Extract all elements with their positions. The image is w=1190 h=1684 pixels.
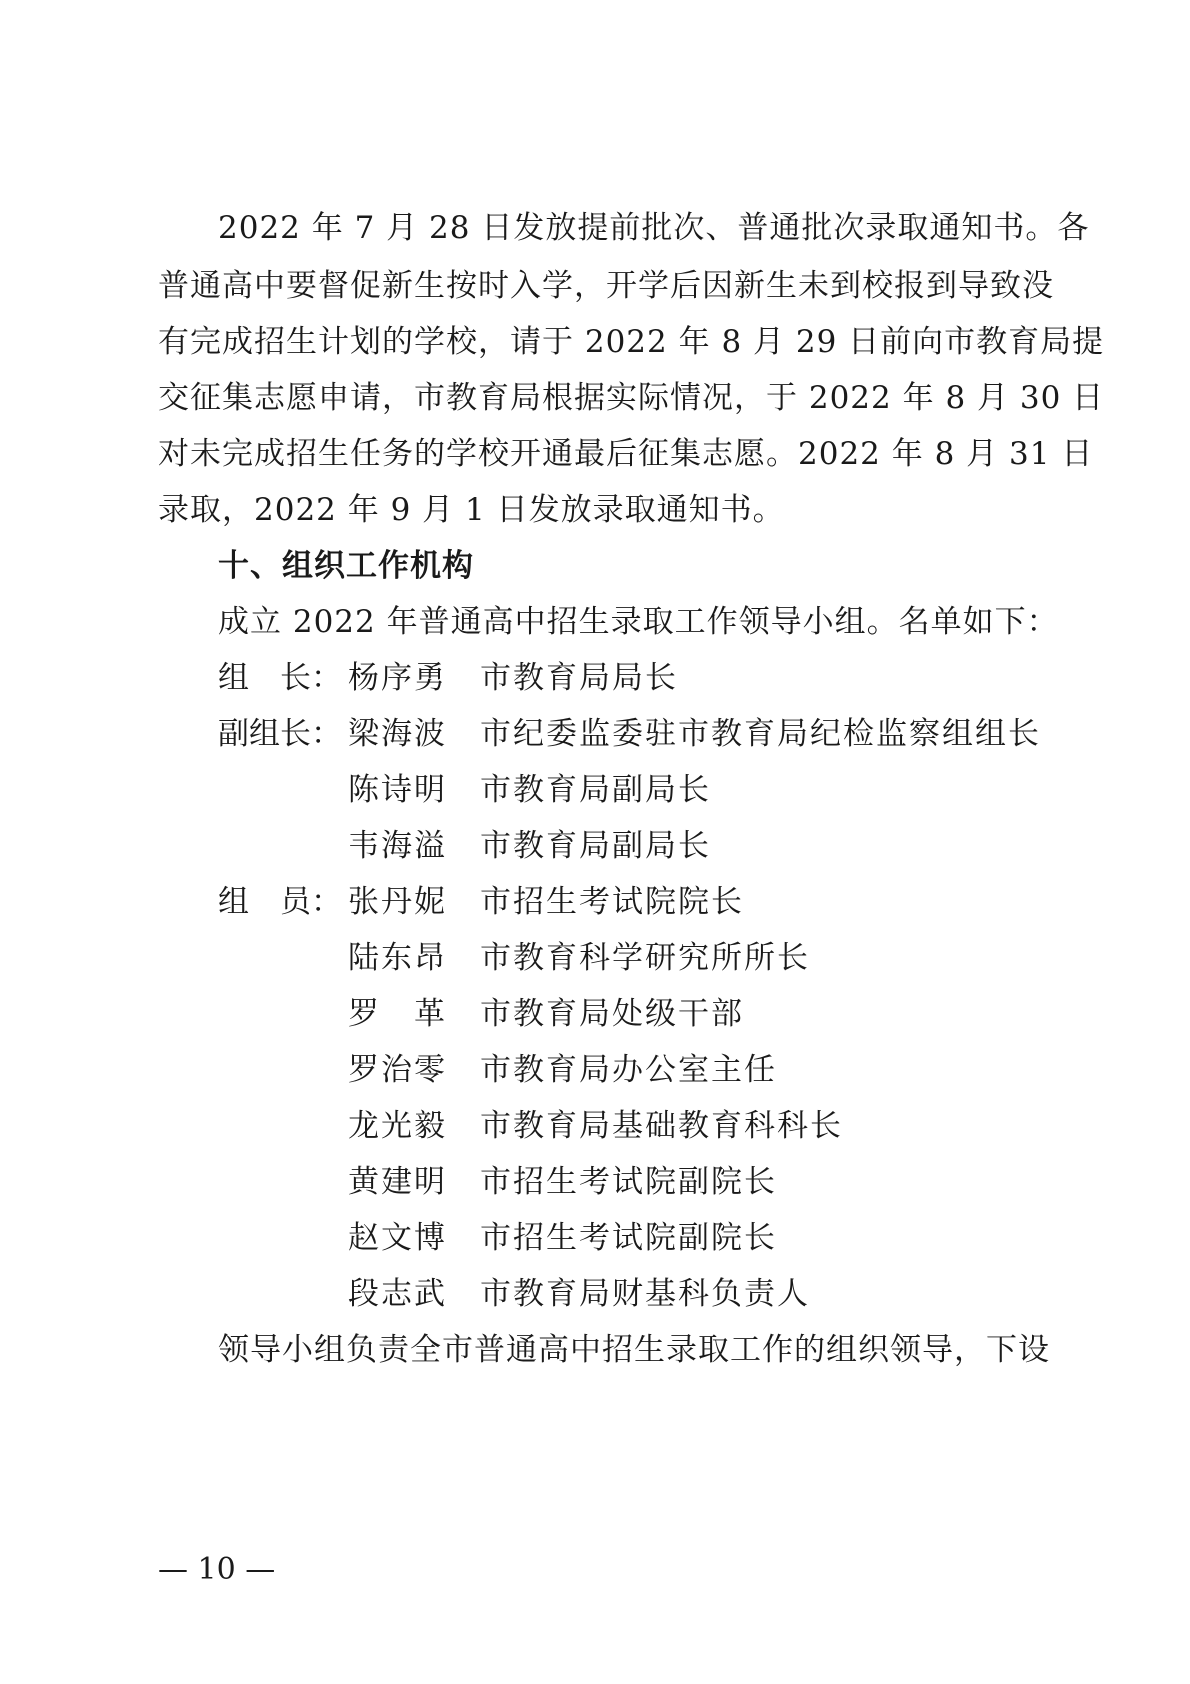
member-title: 市招生考试院副院长 [480,1220,777,1256]
member-title: 市招生考试院院长 [480,884,744,920]
paragraph-line: 普通高中要督促新生按时入学，开学后因新生未到校报到导致没 [158,268,1054,304]
paragraph-line: 2022 年 7 月 28 日发放提前批次、普通批次录取通知书。各 [218,210,1090,246]
member-role: 副组长： [218,716,342,752]
member-name: 罗治零 [348,1052,447,1088]
member-title: 市教育局局长 [480,660,678,696]
intro-text: 成立 2022 年普通高中招生录取工作领导小组。名单如下： [218,604,1059,640]
page-number: — 10 — [158,1552,276,1587]
section-heading: 十、组织工作机构 [218,548,474,584]
member-name: 赵文博 [348,1220,447,1256]
member-name: 龙光毅 [348,1108,447,1144]
member-name: 段志武 [348,1276,447,1312]
closing-text: 领导小组负责全市普通高中招生录取工作的组织领导，下设 [218,1332,1050,1368]
member-title: 市招生考试院副院长 [480,1164,777,1200]
member-name: 陈诗明 [348,772,447,808]
member-name: 杨序勇 [348,660,447,696]
member-title: 市纪委监委驻市教育局纪检监察组组长 [480,716,1041,752]
member-role: 组 长： [218,660,342,696]
member-name: 罗 革 [348,996,447,1032]
member-title: 市教育局副局长 [480,772,711,808]
member-name: 韦海溢 [348,828,447,864]
paragraph-line: 有完成招生计划的学校，请于 2022 年 8 月 29 日前向市教育局提 [158,324,1105,360]
member-title: 市教育局副局长 [480,828,711,864]
member-title: 市教育科学研究所所长 [480,940,810,976]
member-role: 组 员： [218,884,342,920]
member-name: 黄建明 [348,1164,447,1200]
paragraph-line: 录取，2022 年 9 月 1 日发放录取通知书。 [158,492,785,528]
member-name: 陆东昂 [348,940,447,976]
member-title: 市教育局基础教育科科长 [480,1108,843,1144]
member-title: 市教育局财基科负责人 [480,1276,810,1312]
member-name: 张丹妮 [348,884,447,920]
member-title: 市教育局处级干部 [480,996,744,1032]
paragraph-line: 交征集志愿申请，市教育局根据实际情况，于 2022 年 8 月 30 日 [158,380,1105,416]
member-title: 市教育局办公室主任 [480,1052,777,1088]
member-name: 梁海波 [348,716,447,752]
paragraph-line: 对未完成招生任务的学校开通最后征集志愿。2022 年 8 月 31 日 [158,436,1094,472]
